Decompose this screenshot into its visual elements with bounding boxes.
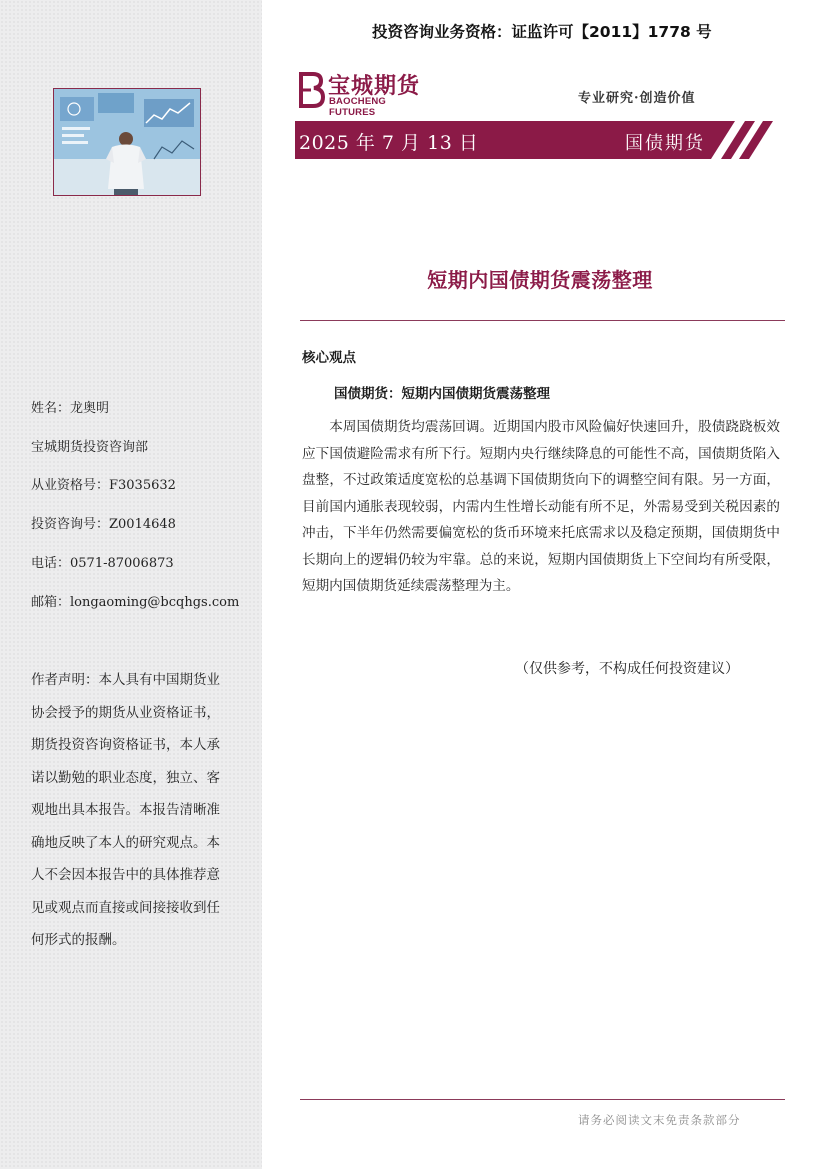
report-date: 2025 年 7 月 13 日 — [299, 132, 479, 154]
date-banner — [295, 121, 785, 159]
phone-number: 电话：0571-87006873 — [31, 556, 174, 571]
report-title: 短期内国债期货震荡整理 — [427, 268, 653, 292]
email-address[interactable]: 邮箱：longaoming@bcqhgs.com — [31, 595, 240, 610]
logo-mark-icon — [295, 70, 327, 110]
license-number: 从业资格号：F3035632 — [31, 478, 176, 493]
footer-divider — [300, 1099, 785, 1100]
qualification-line: 投资咨询业务资格：证监许可【2011】1778 号 — [372, 23, 712, 41]
author-statement: 作者声明：本人具有中国期货业协会授予的期货从业资格证书，期货投资咨询资格证书，本人承诺以勤勉的职业态度，独立、客观地出具本报告。本报告清晰准确地反映了本人的研究观点。本人不会因本报告中的具体推荐意见或观点而直接或间接接收到任何形式的报酬。 — [31, 672, 220, 948]
consult-number: 投资咨询号：Z0014648 — [31, 517, 176, 532]
reference-note: （仅供参考，不构成任何投资建议） — [515, 661, 739, 677]
logo-chinese-text: 宝城期货 — [328, 73, 421, 99]
title-divider — [300, 320, 785, 321]
analyst-illustration — [54, 89, 201, 196]
author-department: 宝城期货投资咨询部 — [31, 440, 149, 455]
disclaimer-note[interactable]: 请务必阅读文末免责条款部分 — [578, 1113, 741, 1127]
hero-image — [53, 88, 201, 196]
sub-heading: 国债期货：短期内国债期货震荡整理 — [334, 386, 550, 402]
body-paragraph: 本周国债期货均震荡回调。近期国内股市风险偏好快速回升，股债跷跷板效应下国债避险需求有所下行。短期内央行继续降息的可能性不高，国债期货陷入盘整，不过政策适度宽松的总基调下国债期货向下的调整空间有限。另一方面，目前国内通胀表现较弱，内需内生性增长动能有所不足，外需易受到关税因素的冲击，下半年仍然需要偏宽松的货币环境来托底需求以及稳定预期，国债期货中长期向上的逻辑仍较为牢靠。总的来说，短期内国债期货上下空间均有所受限，短期内国债期货延续震荡整理为主。 — [302, 419, 780, 594]
author-name: 姓名：龙奥明 — [31, 401, 110, 416]
slogan: 专业研究·创造价值 — [578, 91, 696, 106]
section-heading: 核心观点 — [302, 350, 356, 366]
report-category: 国债期货 — [625, 133, 705, 154]
sidebar — [0, 0, 262, 1169]
logo-english-text: BAOCHENG FUTURES — [329, 96, 387, 118]
company-logo — [295, 69, 435, 118]
